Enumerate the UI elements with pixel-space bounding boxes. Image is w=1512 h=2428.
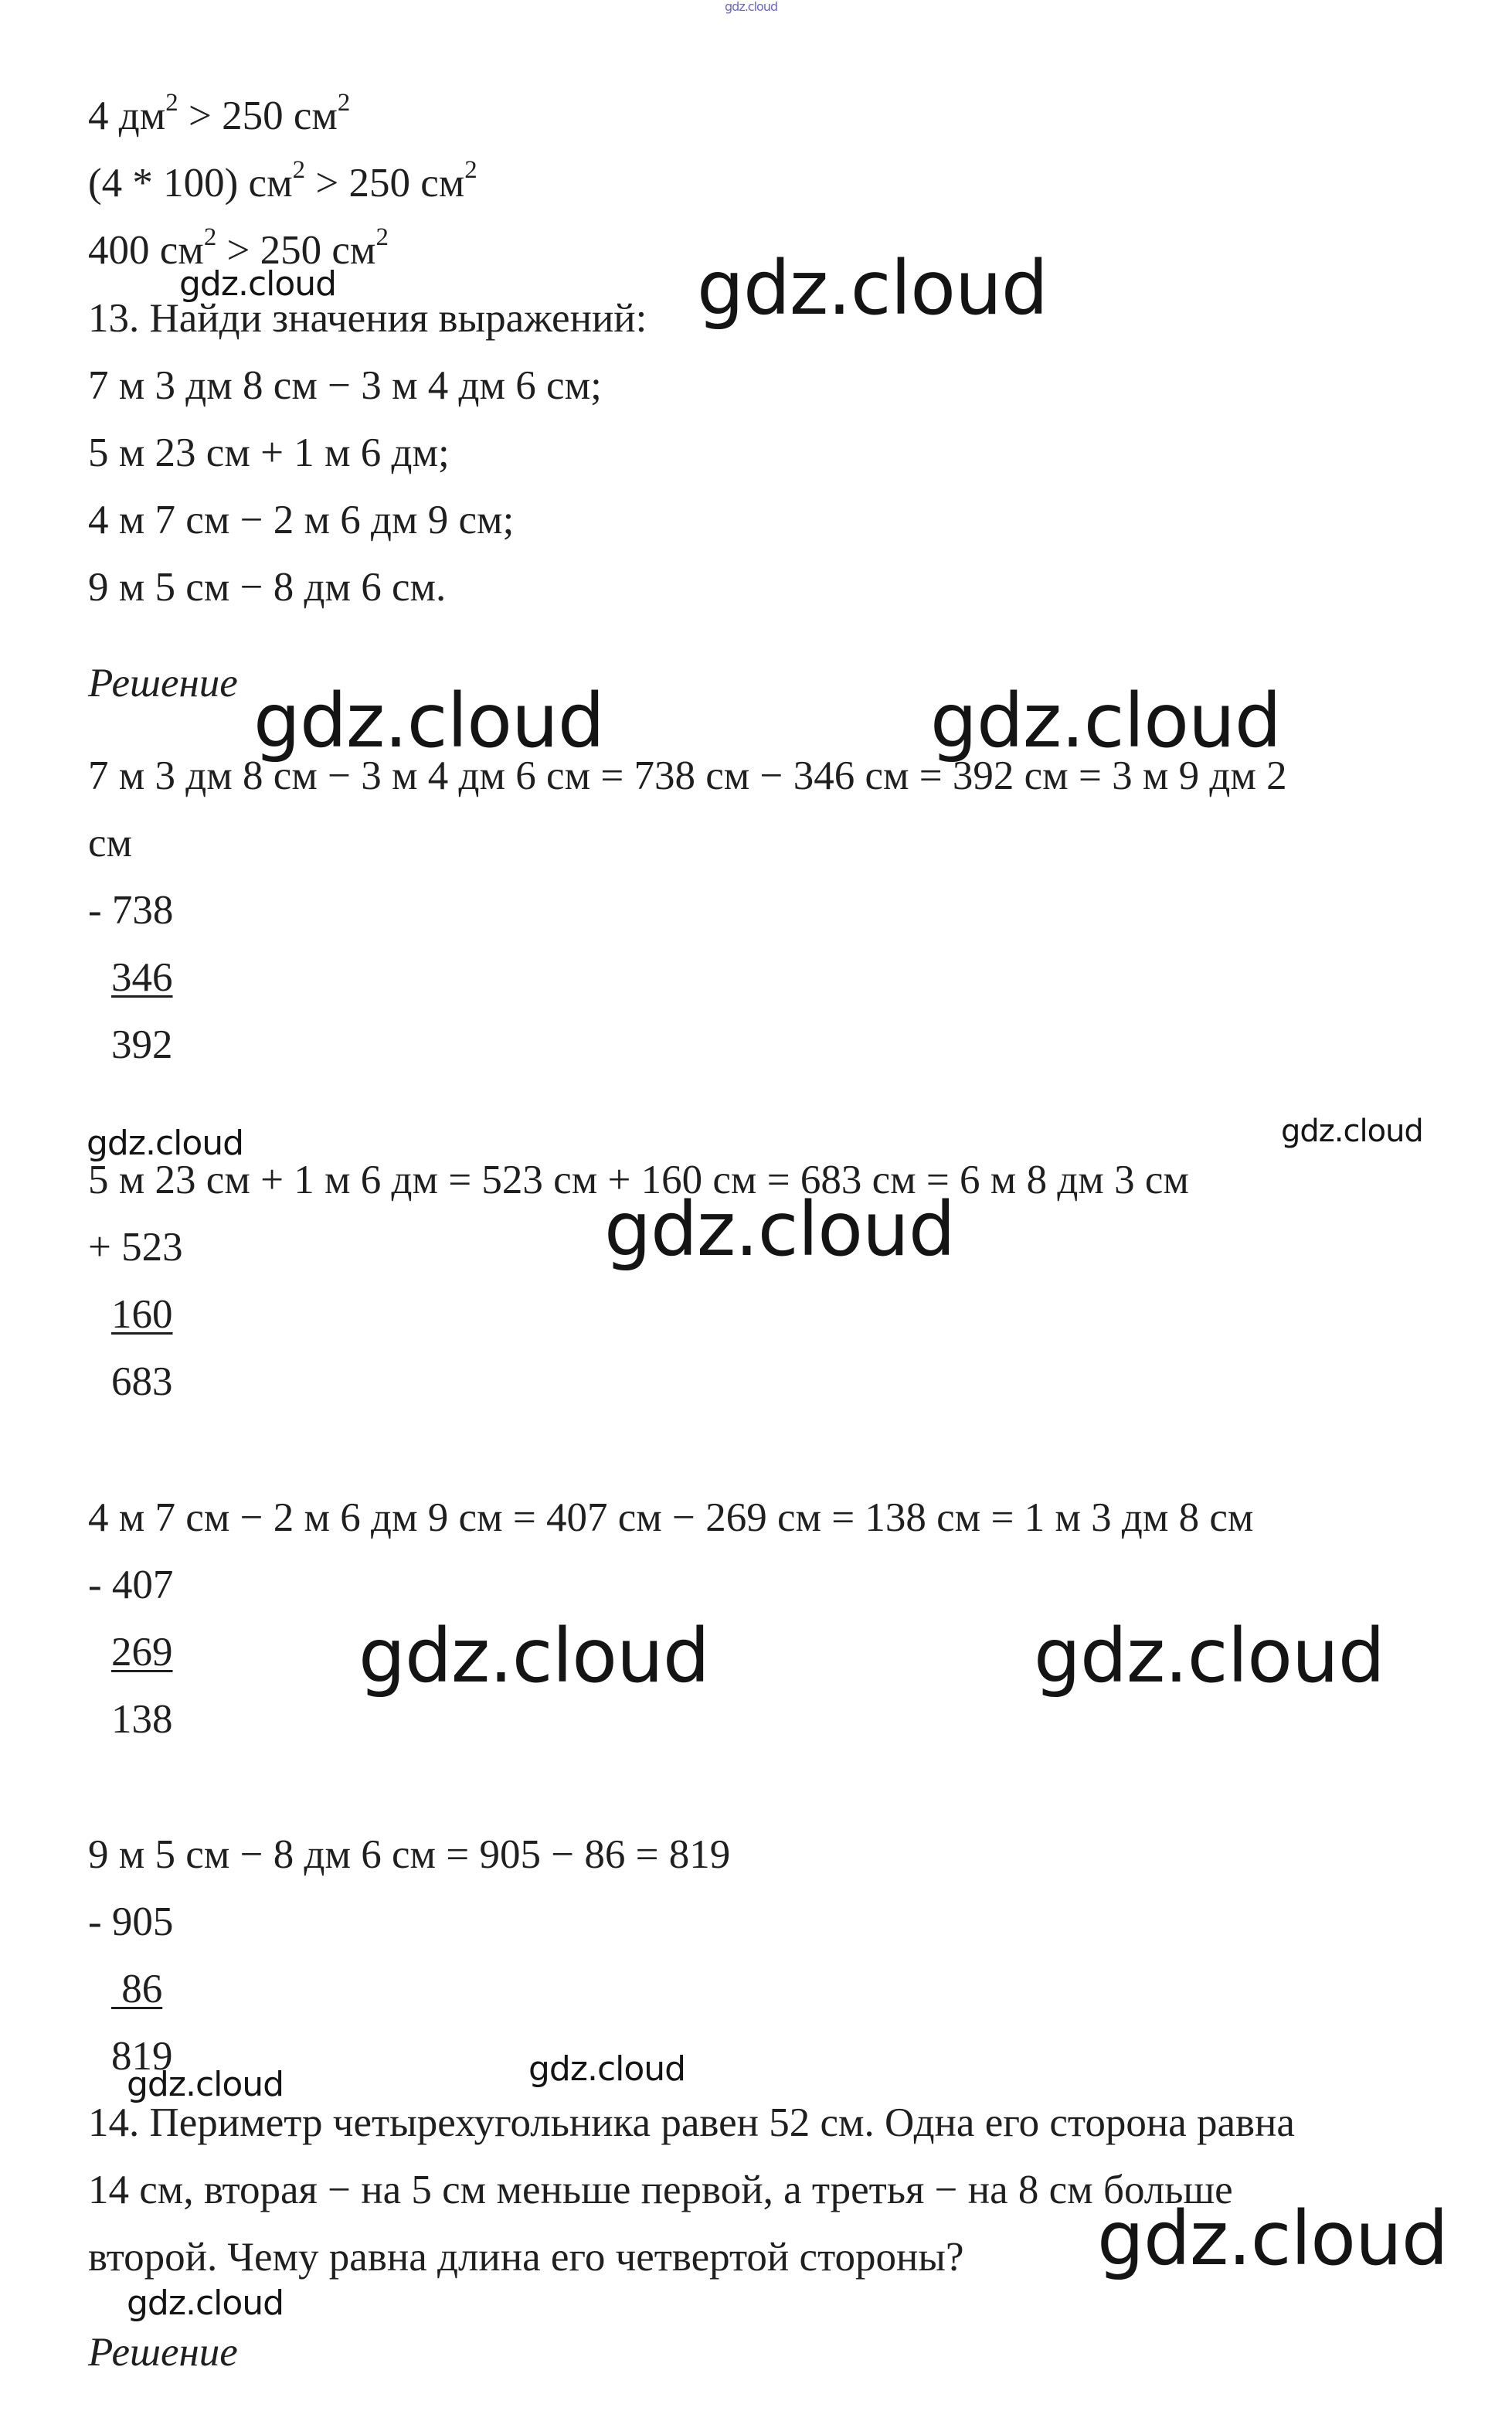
watermark: gdz.cloud: [127, 2283, 284, 2323]
solution-3-column-result: 138: [111, 1697, 173, 1742]
comparison-line-3: 400 $см^2 > 250$ $см^2$: [88, 223, 389, 273]
watermark: gdz.cloud: [358, 1613, 709, 1699]
task-13-title: 13. Найди значения выражений:: [88, 296, 647, 341]
watermark: gdz.cloud: [1034, 1613, 1385, 1699]
watermark: gdz.cloud: [179, 264, 337, 304]
solution-2-equation: 5 м 23 см + 1 м 6 дм = 523 см + 160 см = 683 см = 6 м 8 дм 3 см: [88, 1158, 1189, 1202]
solution-1-column-result: 392: [111, 1022, 173, 1067]
comparison-line-2: (4 * 100) $см^2 > 250$ $см^2$: [88, 156, 477, 206]
solution-label: Решение: [88, 661, 238, 706]
solution-4-column-result: 819: [111, 2034, 173, 2079]
watermark: gdz.cloud: [604, 1186, 955, 1273]
solution-1-column-op: - 738: [88, 888, 174, 933]
watermark: gdz.cloud: [930, 678, 1281, 764]
solution-4-equation: 9 м 5 см − 8 дм 6 см = 905 − 86 = 819: [88, 1832, 731, 1877]
solution-1-equation: 7 м 3 дм 8 см − 3 м 4 дм 6 см = 738 см − 346 см = 392 см = 3 м 9 дм 2: [88, 753, 1287, 798]
solution-4-column-op: - 905: [88, 1899, 174, 1944]
solution-1-equation-cont: см: [88, 821, 133, 865]
watermark: gdz.cloud: [253, 678, 604, 764]
task-14-text-line: второй. Чему равна длина его четвертой стороны?: [88, 2235, 964, 2280]
task-13-expression: 4 м 7 см − 2 м 6 дм 9 см;: [88, 498, 515, 542]
watermark: gdz.cloud: [1097, 2195, 1448, 2282]
task-14-text-line: 14 см, вторая − на 5 см меньше первой, а третья − на 8 см больше: [88, 2168, 1233, 2212]
solution-3-column-second: 269: [111, 1630, 173, 1675]
task-13-expression: 7 м 3 дм 8 см − 3 м 4 дм 6 см;: [88, 363, 602, 408]
watermark: gdz.cloud: [697, 245, 1048, 332]
task-14-text-line: 14. Периметр четырехугольника равен 52 см. Одна его сторона равна: [88, 2100, 1295, 2145]
watermark-top: gdz.cloud: [725, 0, 778, 14]
task-14-solution-label: Решение: [88, 2330, 238, 2375]
solution-1-column-second: 346: [111, 955, 173, 1000]
task-13-expression: 5 м 23 см + 1 м 6 дм;: [88, 430, 450, 475]
solution-2-column-result: 683: [111, 1359, 173, 1404]
watermark: gdz.cloud: [127, 2065, 284, 2104]
solution-2-column-second: 160: [111, 1292, 173, 1337]
watermark: gdz.cloud: [528, 2049, 686, 2089]
solution-2-column-op: + 523: [88, 1225, 183, 1270]
task-13-expression: 9 м 5 см − 8 дм 6 см.: [88, 565, 447, 610]
comparison-line-1: 4 $дм^2 > 250$ $см^2$: [88, 89, 351, 138]
watermark: gdz.cloud: [1281, 1114, 1423, 1149]
solution-3-equation: 4 м 7 см − 2 м 6 дм 9 см = 407 см − 269 см = 138 см = 1 м 3 дм 8 см: [88, 1495, 1254, 1540]
solution-4-column-second: 86: [111, 1967, 163, 2011]
watermark: gdz.cloud: [87, 1124, 244, 1163]
solution-3-column-op: - 407: [88, 1563, 174, 1607]
